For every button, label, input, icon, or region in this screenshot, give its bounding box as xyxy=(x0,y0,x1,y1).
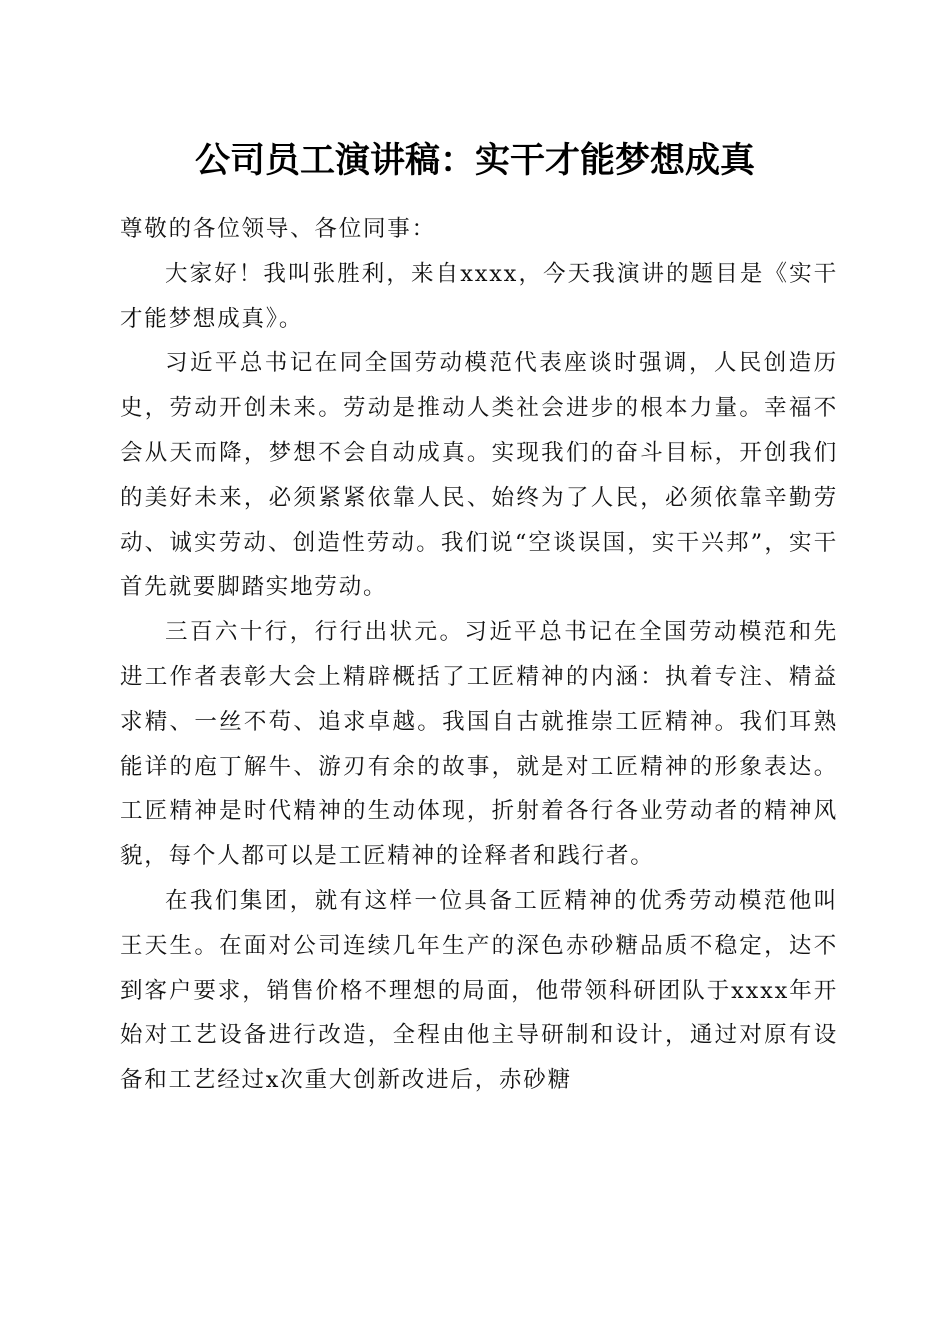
paragraph: 大家好！我叫张胜利，来自xxxx，今天我演讲的题目是《实干才能梦想成真》。 xyxy=(120,260,838,332)
salutation: 尊敬的各位领导、各位同事： xyxy=(120,216,436,242)
paragraph: 三百六十行，行行出状元。习近平总书记在全国劳动模范和先进工作者表彰大会上精辟概括了工匠精神的内涵：执着专注、精益求精、一丝不苟、追求卓越。我国自古就推崇工匠精神。我们耳熟能详的庖丁解牛、游刃有余的故事，就是对工匠精神的形象表达。工匠精神是时代精神的生动体现，折射着各行各业劳动者的精神风貌，每个人都可以是工匠精神的诠释者和践行者。 xyxy=(120,619,838,870)
document-body xyxy=(120,207,838,1103)
paragraph: 在我们集团，就有这样一位具备工匠精神的优秀劳动模范他叫王天生。在面对公司连续几年生产的深色赤砂糖品质不稳定，达不到客户要求，销售价格不理想的局面，他带领科研团队于xxxx年开始对工艺设备进行改造，全程由他主导研制和设计，通过对原有设备和工艺经过x次重大创新改进后，赤砂糖 xyxy=(120,887,838,1094)
paragraph: 习近平总书记在同全国劳动模范代表座谈时强调，人民创造历史，劳动开创未来。劳动是推动人类社会进步的根本力量。幸福不会从天而降，梦想不会自动成真。实现我们的奋斗目标，开创我们的美好未来，必须紧紧依靠人民、始终为了人民，必须依靠辛勤劳动、诚实劳动、创造性劳动。我们说“空谈误国，实干兴邦”，实干首先就要脚踏实地劳动。 xyxy=(120,350,838,601)
document-title: 公司员工演讲稿：实干才能梦想成真 xyxy=(194,140,755,181)
